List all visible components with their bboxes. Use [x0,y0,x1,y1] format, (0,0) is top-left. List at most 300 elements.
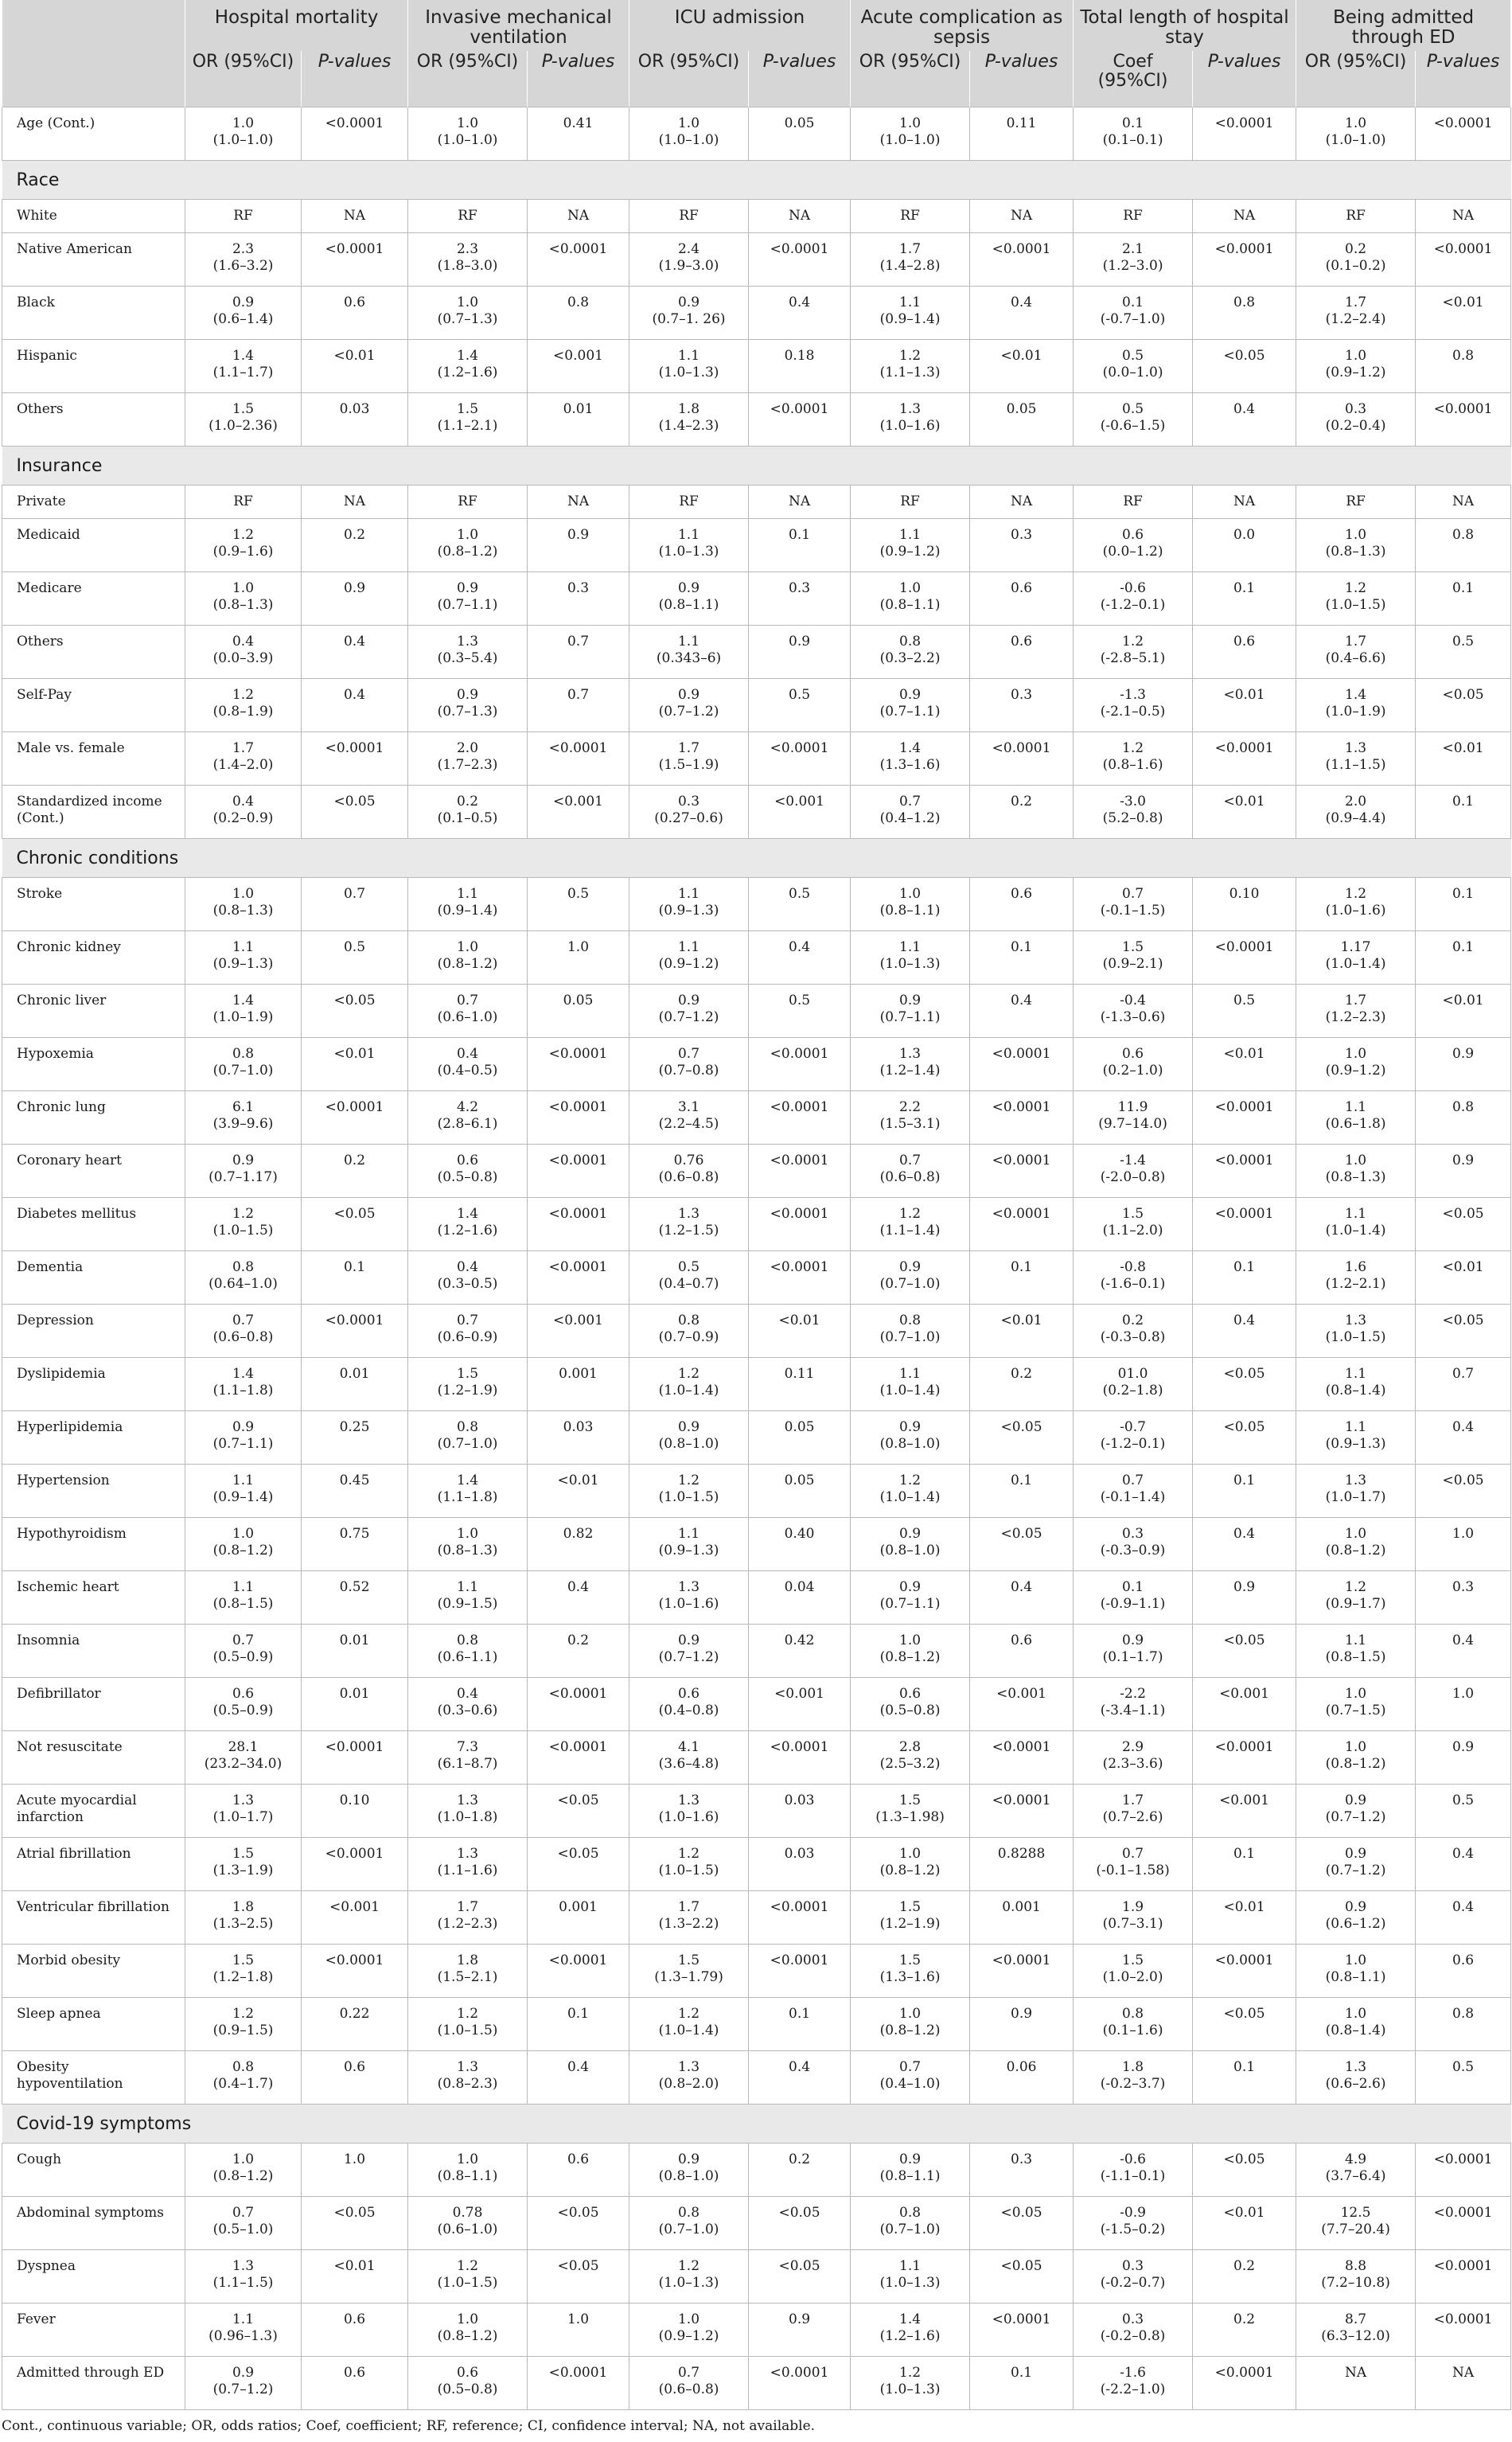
p-value-cell: <0.0001 [302,1945,408,1998]
row-label: Chronic kidney [2,931,185,985]
p-value-cell: 0.9 [1416,1731,1511,1785]
estimate-value: 0.8 [1122,2006,1144,2022]
confidence-interval: (1.1–1.5) [1325,757,1386,773]
p-value-cell: <0.001 [1193,1785,1296,1838]
confidence-interval: (2.2–4.5) [658,1116,719,1132]
table-row [2,679,1511,732]
row-label: Morbid obesity [2,1945,185,1998]
confidence-interval: (1.0–1.6) [1325,903,1386,919]
confidence-interval: (2.5–3.2) [879,1756,941,1772]
row-label: Not resuscitate [2,1731,185,1785]
estimate-value: 1.1 [1345,1366,1367,1382]
estimate-cell [1296,1091,1416,1145]
confidence-interval: (1.3–1.6) [879,1969,941,1985]
estimate-value: 1.1 [1345,1633,1367,1648]
estimate-cell [408,985,528,1038]
confidence-interval: (0.7–1.0) [212,1063,274,1079]
estimate-cell [1296,2144,1416,2197]
estimate-value: 0.6 [456,1153,479,1168]
p-value-cell: 0.0 [1193,519,1296,572]
estimate-cell [851,626,970,679]
p-value-cell: 0.5 [749,878,851,931]
estimate-value: 1.3 [232,2258,255,2274]
estimate-cell [851,985,970,1038]
estimate-cell [1074,985,1193,1038]
confidence-interval: (1.1–1.8) [212,1383,274,1398]
table-header [2,0,1511,107]
p-value-cell: NA [970,200,1074,233]
column-group-header: Total length of hospital stay [1074,0,1296,51]
row-label: Ventricular fibrillation [2,1891,185,1945]
estimate-cell [408,1838,528,1891]
confidence-interval: (0.8–2.0) [658,2076,719,2092]
estimate-value: 0.5 [1122,348,1144,364]
estimate-value: 0.9 [1345,1792,1367,1808]
estimate-cell [1074,287,1193,340]
estimate-value: 1.5 [1122,1952,1144,1968]
estimate-value: 0.5 [677,1259,700,1275]
row-label: Hispanic [2,340,185,393]
confidence-interval: (0.8–1.2) [1325,1543,1386,1558]
estimate-cell [1296,878,1416,931]
table-row [2,1251,1511,1305]
estimate-cell [185,786,302,839]
confidence-interval: (0.8–1.1) [1325,1969,1386,1985]
confidence-interval: (0.8–1.1) [879,597,941,613]
column-group-header: Invasive mechanical ventilation [408,0,629,51]
p-value-cell: <0.0001 [749,233,851,287]
estimate-cell [629,1785,749,1838]
confidence-interval: (-0.7–1.0) [1100,311,1166,327]
estimate-cell [851,1038,970,1091]
estimate-cell [1074,393,1193,447]
confidence-interval: (0.7–1.0) [437,1436,498,1452]
estimate-value: 1.0 [456,527,479,543]
row-label: Others [2,393,185,447]
estimate-value: 1.0 [456,295,479,310]
estimate-value: 1.2 [677,2258,700,2274]
table-row [2,1038,1511,1091]
p-value-cell: <0.0001 [970,1731,1074,1785]
p-value-cell: <0.0001 [749,1038,851,1091]
estimate-cell [185,287,302,340]
estimate-cell [1074,1678,1193,1731]
estimate-value: RF [1346,493,1366,509]
estimate-value: 0.8 [232,1046,255,1062]
confidence-interval: (1.0–1.3) [879,956,941,972]
p-value-cell: NA [1416,200,1511,233]
confidence-interval: (0.5–0.8) [437,1169,498,1185]
estimate-cell [185,572,302,626]
p-value-cell: <0.0001 [528,1678,629,1731]
table-row [2,2197,1511,2250]
estimate-cell [629,1305,749,1358]
estimate-cell [185,2357,302,2410]
estimate-cell [1296,1038,1416,1091]
row-label: Chronic liver [2,985,185,1038]
confidence-interval: (0.6–1.0) [437,1009,498,1025]
row-label: Fever [2,2304,185,2357]
estimate-value: 0.78 [452,2205,483,2221]
p-value-cell: 0.5 [749,985,851,1038]
p-value-cell: 0.05 [749,107,851,161]
confidence-interval: (0.5–1.0) [212,2222,274,2237]
p-value-cell: 0.5 [528,878,629,931]
row-label: Acute myocardial infarction [2,1785,185,1838]
p-value-cell: 0.01 [302,1678,408,1731]
estimate-value: 1.7 [1345,295,1367,310]
p-value-cell: 1.0 [528,2304,629,2357]
p-value-cell: 0.7 [528,679,629,732]
p-value-cell: <0.0001 [970,1198,1074,1251]
estimate-cell [408,1678,528,1731]
confidence-interval: (0.9–1.6) [212,544,274,560]
confidence-interval: (1.1–2.0) [1102,1223,1163,1239]
estimate-cell [408,1571,528,1625]
confidence-interval: (0.8–1.6) [1102,757,1163,773]
estimate-cell [1074,107,1193,161]
confidence-interval: (0.5–0.9) [212,1649,274,1665]
estimate-cell [1296,1358,1416,1411]
estimate-value: 1.0 [899,886,922,902]
estimate-cell [1296,985,1416,1038]
estimate-value: 1.3 [1345,1473,1367,1488]
estimate-cell [1296,1891,1416,1945]
p-value-cell: <0.0001 [1193,1731,1296,1785]
estimate-value: RF [1123,493,1143,509]
estimate-value: -1.4 [1120,1153,1146,1168]
p-value-cell: 0.8 [1416,340,1511,393]
p-value-cell: NA [1416,2357,1511,2410]
estimate-cell [851,1998,970,2051]
estimate-cell [1074,1945,1193,1998]
p-value-cell: 0.05 [528,985,629,1038]
estimate-cell [1074,340,1193,393]
confidence-interval: (0.4–1.2) [879,810,941,826]
confidence-interval: (1.0–1.0) [879,132,941,148]
estimate-value: 1.2 [232,687,255,703]
estimate-value: 1.1 [677,348,700,364]
p-value-cell: <0.01 [302,1038,408,1091]
p-value-cell: 0.1 [749,519,851,572]
estimate-cell [185,2197,302,2250]
estimate-cell [185,519,302,572]
estimate-cell [1296,1625,1416,1678]
confidence-interval: (0.8–1.3) [212,597,274,613]
estimate-cell [629,786,749,839]
row-label: Sleep apnea [2,1998,185,2051]
estimate-value: 1.0 [456,1526,479,1542]
confidence-interval: (1.3–1.98) [875,1809,945,1825]
estimate-cell [1074,233,1193,287]
confidence-interval: (3.6–4.8) [658,1756,719,1772]
confidence-interval: (1.2–3.0) [1102,258,1163,274]
confidence-interval: (2.8–6.1) [437,1116,498,1132]
estimate-cell [1296,107,1416,161]
estimate-cell [629,200,749,233]
confidence-interval: (0.8–1.3) [1325,1169,1386,1185]
row-label: Hypothyroidism [2,1518,185,1571]
estimate-value: 0.3 [1122,2258,1144,2274]
estimate-value: 0.8 [677,1313,700,1328]
table-row [2,107,1511,161]
estimate-value: 1.2 [456,2258,479,2274]
confidence-interval: (0.1–0.1) [1102,132,1163,148]
estimate-value: 0.7 [232,1633,255,1648]
p-value-cell: <0.0001 [749,1891,851,1945]
estimate-value: 1.0 [899,1633,922,1648]
row-label: Standardized income (Cont.) [2,786,185,839]
estimate-cell [851,1731,970,1785]
confidence-interval: (1.4–2.3) [658,418,719,434]
confidence-interval: (1.5–1.9) [658,757,719,773]
estimate-cell [185,107,302,161]
p-value-cell: <0.05 [1193,340,1296,393]
p-value-cell: 0.6 [302,2357,408,2410]
table-row [2,786,1511,839]
confidence-interval: (1.2–1.8) [212,1969,274,1985]
estimate-cell [185,878,302,931]
confidence-interval: (0.3–0.6) [437,1703,498,1718]
estimate-cell [851,2250,970,2304]
estimate-value: 1.7 [677,740,700,756]
p-value-cell: 0.1 [1416,786,1511,839]
confidence-interval: (0.6–1.0) [437,2222,498,2237]
estimate-value: 1.2 [232,527,255,543]
section-title: Insurance [2,447,1511,486]
estimate-cell [185,1411,302,1465]
estimate-cell [1296,1731,1416,1785]
estimate-cell [185,931,302,985]
estimate-cell [629,2144,749,2197]
estimate-cell [1074,1571,1193,1625]
estimate-value: 1.0 [1345,1686,1367,1702]
table-row [2,1358,1511,1411]
table-row [2,1838,1511,1891]
estimate-value: 0.4 [232,794,255,809]
p-value-cell: <0.05 [970,2250,1074,2304]
confidence-interval: (0.7–1.2) [658,1009,719,1025]
table-row [2,1678,1511,1731]
estimate-cell [1296,931,1416,985]
estimate-value: 1.5 [1122,939,1144,955]
row-label: Insomnia [2,1625,185,1678]
p-value-cell: 0.1 [970,1251,1074,1305]
confidence-interval: (1.0–1.5) [658,1489,719,1505]
section-header-row [2,161,1511,200]
p-value-cell: 0.5 [302,931,408,985]
estimate-value: RF [1123,208,1143,224]
p-value-cell: <0.05 [749,2250,851,2304]
estimate-cell [185,1465,302,1518]
estimate-value: 0.9 [899,1259,922,1275]
estimate-value: -3.0 [1120,794,1146,809]
estimate-value: 1.0 [456,115,479,131]
estimate-cell [1074,931,1193,985]
estimate-cell [851,931,970,985]
confidence-interval: (0.3–2.2) [879,650,941,666]
estimate-column-header: OR (95%CI) [408,51,528,107]
confidence-interval: (0.6–1.4) [212,311,274,327]
confidence-interval: (0.8–1.1) [437,2168,498,2184]
estimate-value: 0.8 [899,1313,922,1328]
estimate-cell [851,1305,970,1358]
p-value-cell: <0.05 [1193,1625,1296,1678]
estimate-value: 1.2 [677,2006,700,2022]
estimate-cell [1074,786,1193,839]
confidence-interval: (0.27–0.6) [654,810,723,826]
estimate-value: 1.4 [899,2311,922,2327]
table-row [2,340,1511,393]
estimate-value: 0.7 [456,1313,479,1328]
confidence-interval: (1.0–1.6) [879,418,941,434]
row-label: Age (Cont.) [2,107,185,161]
confidence-interval: (0.8–1.2) [212,1543,274,1558]
estimate-cell [1074,1625,1193,1678]
estimate-cell [629,2357,749,2410]
confidence-interval: (0.8–1.5) [1325,1649,1386,1665]
estimate-value: 0.9 [677,2151,700,2167]
table-row [2,878,1511,931]
estimate-value: 1.1 [677,886,700,902]
p-value-cell: <0.0001 [970,1145,1074,1198]
p-value-cell: <0.05 [302,985,408,1038]
estimate-value: 1.0 [232,580,255,596]
p-value-cell: 0.01 [302,1625,408,1678]
estimate-value: 1.0 [456,2151,479,2167]
confidence-interval: (0.5–0.8) [437,2382,498,2397]
estimate-value: 1.2 [232,1206,255,1222]
estimate-value: 1.5 [899,1792,922,1808]
estimate-cell [1296,233,1416,287]
estimate-cell [1296,393,1416,447]
confidence-interval: (0.6–0.8) [879,1169,941,1185]
table-body [2,107,1511,2410]
estimate-value: 2.1 [1122,241,1144,257]
estimate-cell [851,1678,970,1731]
p-value-cell: 0.7 [302,878,408,931]
estimate-value: -0.7 [1120,1419,1146,1435]
p-value-column-header: P-values [1416,51,1511,107]
estimate-value: 0.9 [677,1633,700,1648]
estimate-value: 1.5 [1122,1206,1144,1222]
table-row [2,1145,1511,1198]
corner-header-sub [2,51,185,107]
estimate-value: 0.7 [1122,886,1144,902]
estimate-value: 1.5 [456,1366,479,1382]
estimate-cell [629,2304,749,2357]
estimate-value: 1.0 [677,2311,700,2327]
p-value-cell: 0.4 [1193,1305,1296,1358]
estimate-cell [185,1998,302,2051]
p-value-cell: <0.0001 [302,1731,408,1785]
estimate-cell [408,1251,528,1305]
p-value-cell: 0.11 [749,1358,851,1411]
confidence-interval: (0.2–0.4) [1325,418,1386,434]
estimate-cell [408,732,528,786]
confidence-interval: (1.2–1.6) [879,2328,941,2344]
p-value-cell: <0.0001 [1193,233,1296,287]
estimate-value: 1.2 [1345,886,1367,902]
estimate-value: 1.0 [232,886,255,902]
estimate-value: 1.1 [232,1473,255,1488]
p-value-cell: NA [749,200,851,233]
confidence-interval: (1.0–1.0) [212,132,274,148]
p-value-cell: <0.0001 [749,1198,851,1251]
confidence-interval: (0.7–0.9) [658,1329,719,1345]
estimate-cell [851,786,970,839]
estimate-value: 0.3 [1122,2311,1144,2327]
estimate-value: 1.0 [899,115,922,131]
estimate-cell [1074,2304,1193,2357]
estimate-cell [408,393,528,447]
confidence-interval: (1.0–1.5) [658,1863,719,1878]
estimate-value: 0.9 [1122,1633,1144,1648]
confidence-interval: (0.0–1.0) [1102,365,1163,380]
estimate-value: RF [679,208,699,224]
estimate-cell [629,1411,749,1465]
table-row [2,2051,1511,2105]
p-value-cell: <0.0001 [302,1091,408,1145]
estimate-cell [629,107,749,161]
estimate-cell [408,287,528,340]
estimate-value: 0.9 [456,580,479,596]
estimate-cell [851,878,970,931]
estimate-cell [1296,572,1416,626]
p-value-cell: <0.05 [1193,1411,1296,1465]
p-value-cell: <0.0001 [970,2304,1074,2357]
confidence-interval: (0.7–1.1) [879,1596,941,1612]
estimate-value: 0.7 [232,2205,255,2221]
estimate-value: 1.0 [1345,1739,1367,1755]
estimate-value: 1.6 [1345,1259,1367,1275]
estimate-cell [185,1785,302,1838]
row-label: Hypoxemia [2,1038,185,1091]
p-value-cell: <0.01 [1193,1038,1296,1091]
p-value-cell: <0.05 [1193,1358,1296,1411]
estimate-cell [629,626,749,679]
estimate-value: RF [900,208,920,224]
confidence-interval: (0.7–1.2) [658,704,719,720]
p-value-cell: 0.4 [1193,393,1296,447]
confidence-interval: (0.8–1.2) [879,1649,941,1665]
p-value-cell: NA [528,486,629,519]
confidence-interval: (-0.3–0.8) [1100,1329,1166,1345]
p-value-cell: 0.001 [528,1891,629,1945]
estimate-cell [408,233,528,287]
p-value-cell: 0.1 [1416,878,1511,931]
estimate-cell [185,2250,302,2304]
p-value-cell: 0.10 [1193,878,1296,931]
p-value-cell: <0.05 [970,1411,1074,1465]
estimate-cell [1074,486,1193,519]
estimate-value: 1.5 [456,401,479,417]
confidence-interval: (0.7–1.0) [658,2222,719,2237]
estimate-value: 1.7 [232,740,255,756]
estimate-cell [851,1838,970,1891]
p-value-cell: 0.4 [1193,1518,1296,1571]
estimate-value: RF [458,208,477,224]
p-value-cell: 0.3 [970,2144,1074,2197]
estimate-value: 1.0 [1345,348,1367,364]
p-value-cell: <0.001 [528,786,629,839]
estimate-value: 28.1 [228,1739,259,1755]
confidence-interval: (1.3–1.6) [879,757,941,773]
estimate-cell [408,1198,528,1251]
estimate-value: 0.2 [1345,241,1367,257]
p-value-cell: 0.6 [528,2144,629,2197]
estimate-cell [1296,1785,1416,1838]
